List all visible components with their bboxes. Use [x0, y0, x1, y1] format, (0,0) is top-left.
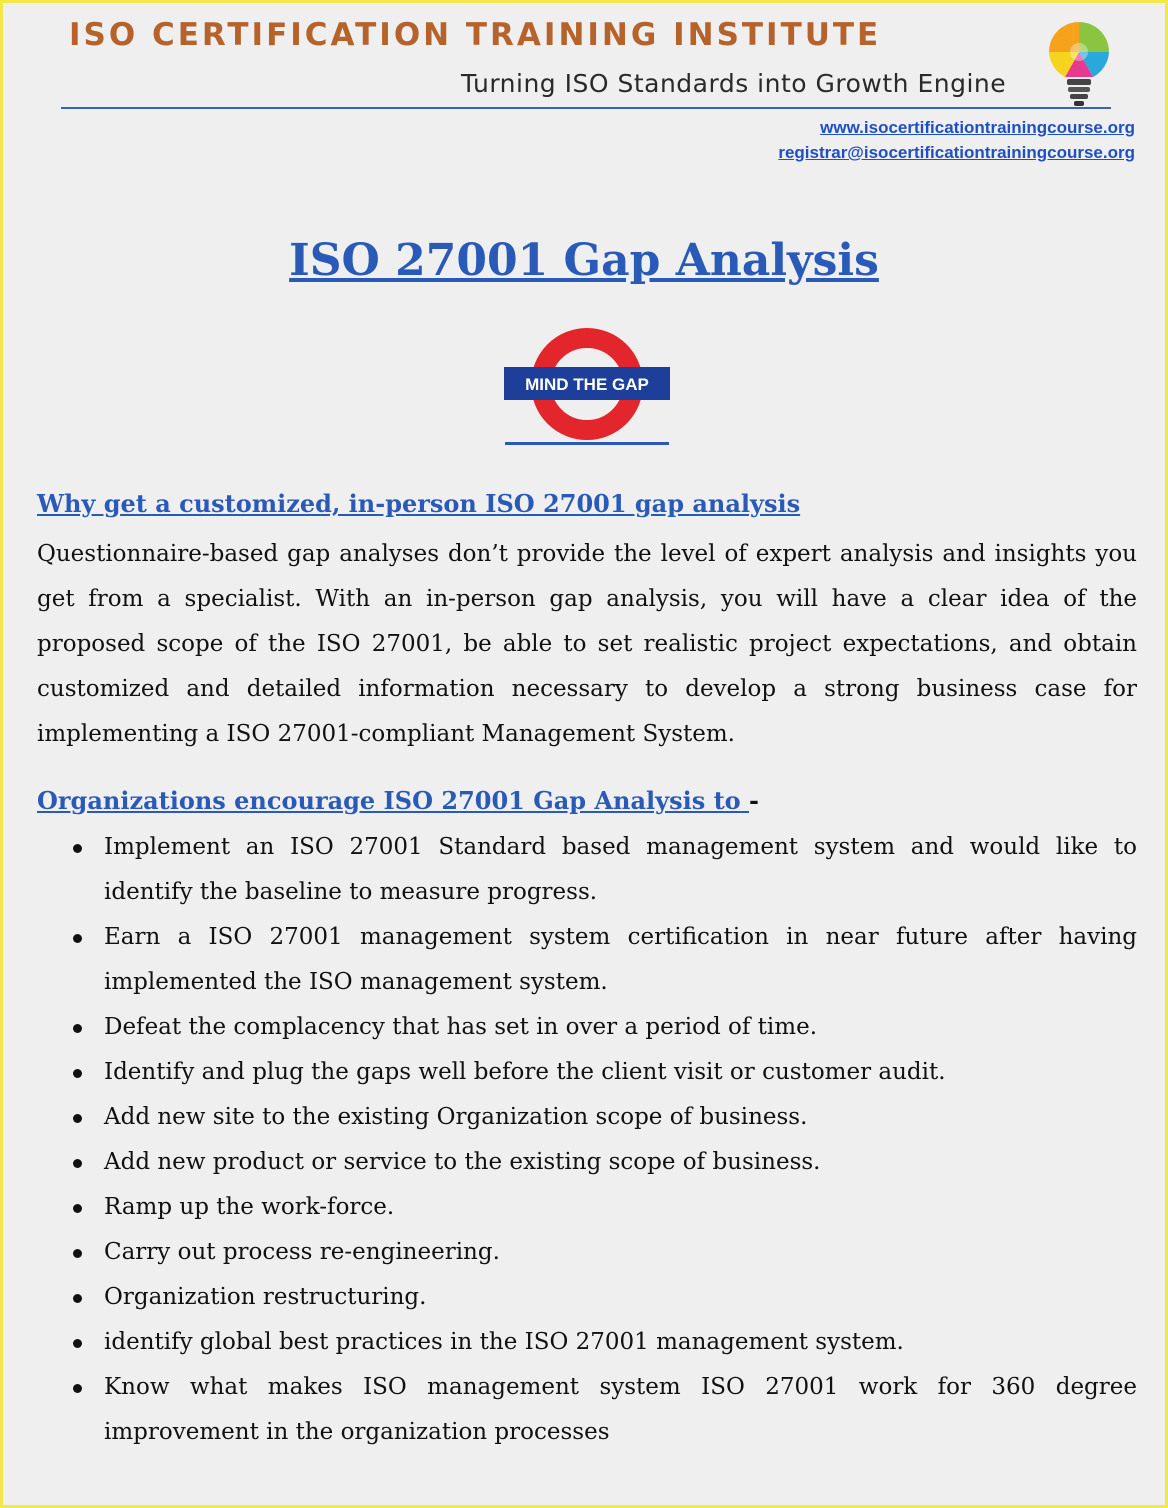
list-item: [37, 825, 1137, 915]
bullet-icon: [73, 1384, 82, 1393]
list-item-text: Carry out process re-engineering.: [104, 1239, 500, 1265]
list-item: [37, 1185, 1137, 1230]
mind-the-gap-label: MIND THE GAP: [525, 375, 649, 394]
section-heading-why-text: Why get a customized, in-person ISO 27001 gap analysis: [37, 489, 801, 518]
section-heading-why: [37, 489, 800, 518]
section-heading-organizations-text: Organizations encourage ISO 27001 Gap Analysis to: [37, 786, 750, 815]
document-title: ISO 27001 Gap Analysis: [289, 235, 879, 286]
list-item: [37, 1095, 1137, 1140]
list-item: [37, 1050, 1137, 1095]
list-item: [37, 1365, 1137, 1455]
list-item: [37, 1230, 1137, 1275]
section-heading-organizations: [37, 786, 759, 815]
list-item-text: Ramp up the work-force.: [104, 1194, 395, 1220]
bullet-icon: [73, 1114, 82, 1123]
mind-the-gap-logo: [501, 325, 673, 449]
institute-name: ISO CERTIFICATION TRAINING INSTITUTE: [69, 17, 882, 53]
bullet-icon: [73, 1204, 82, 1213]
list-item: [37, 915, 1137, 1005]
list-item: [37, 1275, 1137, 1320]
section-why-body: Questionnaire-based gap analyses don’t provide the level of expert analysis and insights you get from a specialist. With an in-person gap analysis, you will have a clear idea of the proposed scope of the ISO 27001, be able to set realistic project expectations, and obtain customized and detailed information necessary to develop a strong business case for implementing a ISO 27001-compliant Management System.: [37, 541, 1137, 747]
bullet-icon: [73, 1159, 82, 1168]
tagline: Turning ISO Standards into Growth Engine: [461, 69, 1007, 98]
lightbulb-puzzle-icon: [1043, 19, 1115, 111]
bullet-icon: [73, 1249, 82, 1258]
email-link[interactable]: registrar@isocertificationtrainingcourse.org: [778, 143, 1135, 162]
bullet-icon: [73, 1339, 82, 1348]
bullet-icon: [73, 1024, 82, 1033]
list-item-text: Identify and plug the gaps well before the client visit or customer audit.: [104, 1059, 946, 1085]
list-item-text: Earn a ISO 27001 management system certification in near future after having implemented the ISO management system.: [104, 924, 1137, 995]
list-item-text: Add new site to the existing Organization scope of business.: [104, 1104, 808, 1130]
list-item-text: Organization restructuring.: [104, 1284, 427, 1310]
bullet-icon: [73, 934, 82, 943]
bullet-icon: [73, 844, 82, 853]
list-item: [37, 1005, 1137, 1050]
list-item-text: Implement an ISO 27001 Standard based management system and would like to identify the baseline to measure progress.: [104, 834, 1137, 905]
list-item: [37, 1320, 1137, 1365]
contact-block: [778, 115, 1135, 165]
bullet-icon: [73, 1069, 82, 1078]
website-link[interactable]: www.isocertificationtrainingcourse.org: [820, 118, 1135, 137]
list-item: [37, 1140, 1137, 1185]
header-divider: [61, 107, 1111, 109]
reasons-list: [37, 825, 1137, 1455]
heading-dash: -: [749, 786, 759, 815]
list-item-text: Defeat the complacency that has set in over a period of time.: [104, 1014, 817, 1040]
list-item-text: identify global best practices in the ISO 27001 management system.: [104, 1329, 904, 1355]
bullet-icon: [73, 1294, 82, 1303]
list-item-text: Know what makes ISO management system ISO 27001 work for 360 degree improvement in the organization processes: [104, 1374, 1137, 1445]
list-item-text: Add new product or service to the existing scope of business.: [104, 1149, 821, 1175]
